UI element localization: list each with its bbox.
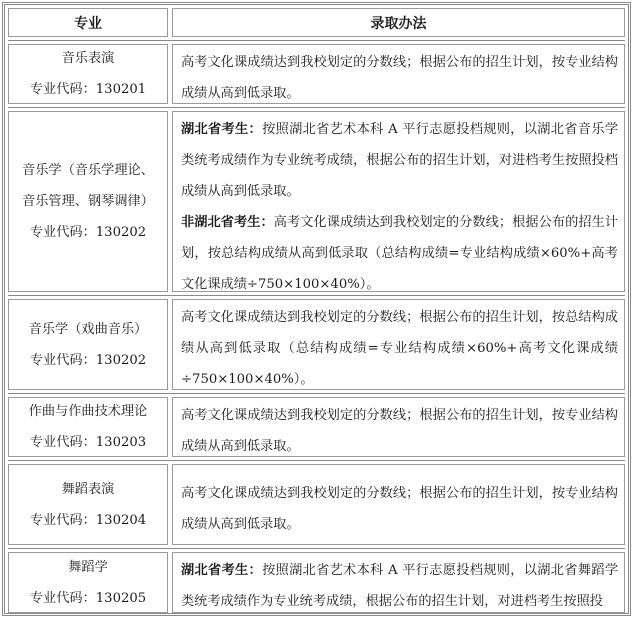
- table-header-row: [8, 5, 625, 41]
- table-row: [8, 108, 625, 296]
- major-code: 专业代码：130205: [29, 590, 147, 606]
- table-row: [8, 41, 625, 108]
- admission-table: [2, 2, 631, 616]
- non-hubei-text: 高考文化课成绩达到我校划定的分数线；根据公布的招生计划，按总结构成绩从高到低录取（总结构成绩=专业结构成绩×60%+高考文化课成绩÷750×100×40%）。: [181, 215, 619, 292]
- method-text: 高考文化课成绩达到我校划定的分数线；根据公布的招生计划，按专业结构成绩从高到低录取。: [181, 486, 618, 532]
- major-name-line2: 音乐管理、钢琴调律）: [22, 194, 154, 209]
- major-cell: [8, 299, 168, 390]
- table-row: [8, 461, 625, 549]
- table-row: [8, 394, 625, 461]
- method-cell: 高考文化课成绩达到我校划定的分数线；根据公布的招生计划，按专业结构成绩从高到低录取。: [172, 44, 625, 104]
- method-cell: [172, 111, 625, 292]
- header-method: 录取办法: [172, 8, 625, 37]
- table-row: [8, 296, 625, 394]
- major-name-line1: 音乐学（音乐学理论、: [22, 163, 154, 178]
- method-cell: 高考文化课成绩达到我校划定的分数线；根据公布的招生计划，按专业结构成绩从高到低录取。: [172, 397, 625, 457]
- major-cell: [8, 44, 168, 104]
- major-cell: [8, 464, 168, 545]
- major-code: 专业代码：130202: [29, 352, 147, 368]
- hubei-label: 湖北省考生：: [181, 563, 263, 578]
- major-name: 舞蹈表演: [61, 481, 115, 497]
- hubei-text: 按照湖北省艺术本科 A 平行志愿投档规则，以湖北省舞蹈学类统考成绩作为专业统考成绩，根据公布的招生计划，对进档考生按照投: [181, 563, 619, 609]
- header-major: 专业: [8, 8, 168, 37]
- hubei-rule: [181, 555, 618, 613]
- method-cell: [172, 464, 625, 545]
- hubei-rule: [181, 114, 618, 207]
- major-name: 作曲与作曲技术理论: [28, 404, 148, 419]
- major-cell: [8, 552, 168, 613]
- major-name: 音乐表演: [61, 51, 115, 66]
- major-code: 专业代码：130201: [29, 82, 147, 97]
- major-code: 专业代码：130203: [29, 435, 147, 450]
- non-hubei-rule: [181, 207, 618, 300]
- hubei-text: 按照湖北省艺术本科 A 平行志愿投档规则，以湖北省音乐学类统考成绩作为专业统考成绩，根据公布的招生计划，对进档考生按照投档成绩从高到低录取。: [181, 122, 619, 199]
- major-code: 专业代码：130204: [29, 512, 147, 528]
- table-row: [8, 549, 625, 613]
- major-name: 舞蹈学: [68, 559, 108, 575]
- major-name: 音乐学（戏曲音乐）: [28, 321, 148, 337]
- method-cell: [172, 552, 625, 613]
- major-cell: [8, 397, 168, 457]
- method-cell: 高考文化课成绩达到我校划定的分数线；根据公布的招生计划，按总结构成绩从高到低录取（总结构成绩=专业结构成绩×60%+高考文化课成绩÷750×100×40%）。: [172, 299, 625, 390]
- non-hubei-label: 非湖北省考生：: [181, 215, 274, 230]
- hubei-label: 湖北省考生：: [181, 122, 263, 137]
- major-cell: [8, 111, 168, 292]
- major-code: 专业代码：130202: [29, 225, 147, 240]
